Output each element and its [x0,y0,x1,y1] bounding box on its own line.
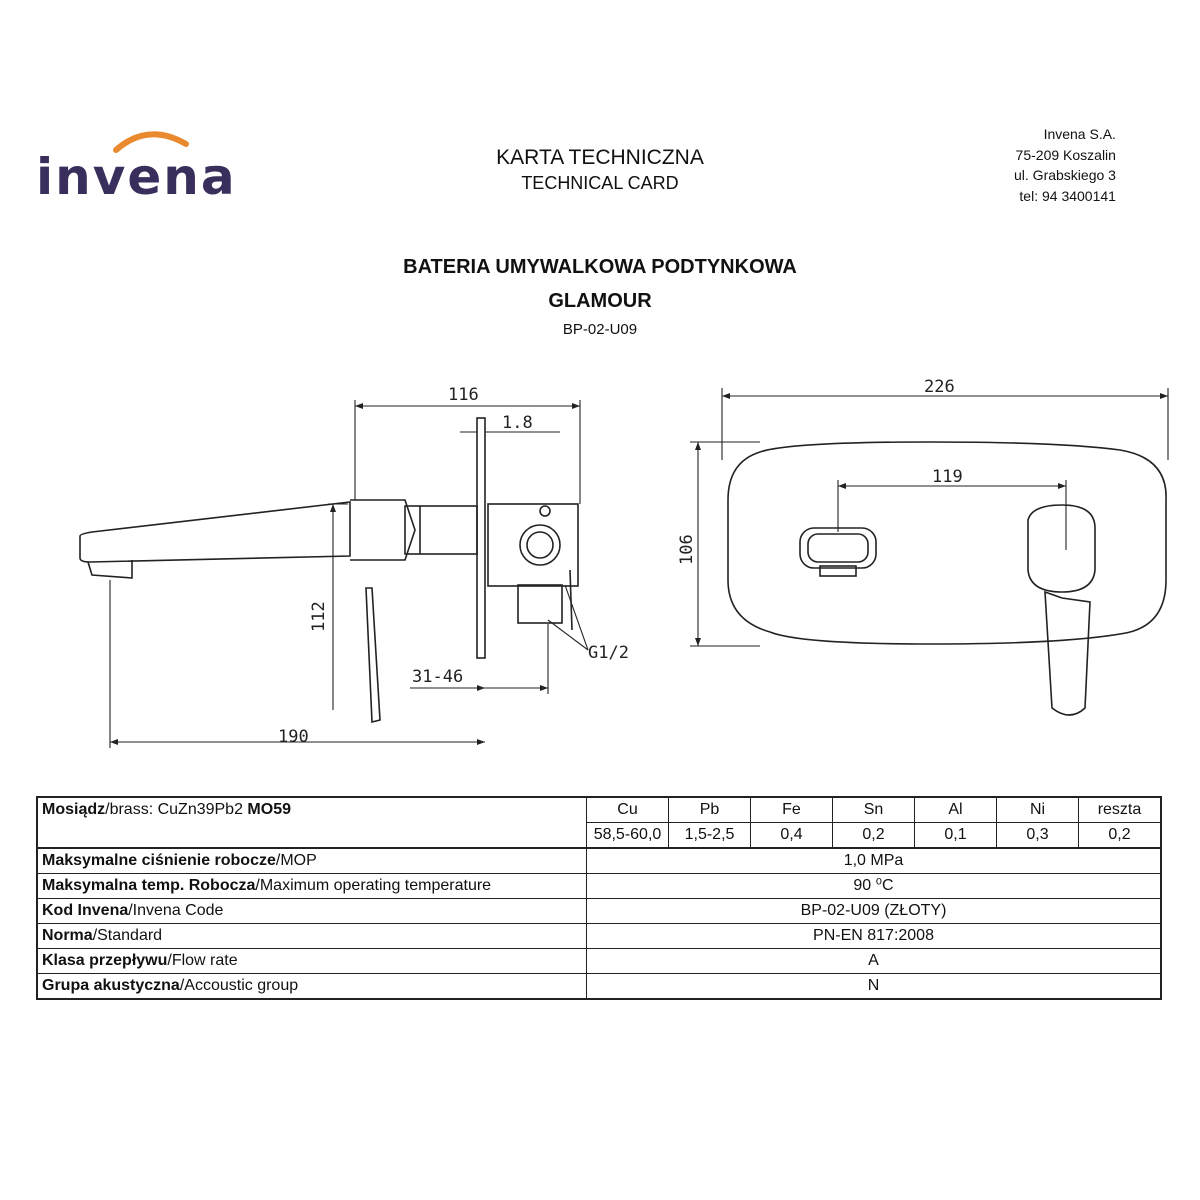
spec-row-mop [37,848,1161,874]
spec-row-acoustic [37,974,1161,1000]
spec-label [37,848,587,874]
spec-row-flow [37,949,1161,974]
spec-label [37,874,587,899]
front-view-dimensions [690,388,1168,646]
spec-row-standard [37,924,1161,949]
spec-label-rest: /Invena Code [128,902,224,919]
spec-value: A [587,949,1162,974]
spec-row-temperature [37,874,1161,899]
dim-119: 119 [932,467,963,487]
dim-106: 106 [677,534,697,565]
spec-label [37,949,587,974]
title-english: TECHNICAL CARD [521,173,679,193]
company-city: 75-209 Koszalin [1015,146,1116,163]
product-model: GLAMOUR [548,290,652,312]
spec-label-bold: Grupa akustyczna [42,977,180,994]
element-symbol: Sn [833,797,915,823]
element-value: 0,2 [833,823,915,849]
material-grade: MO59 [247,801,291,818]
invena-logo [36,122,236,206]
product-heading [300,256,900,340]
spec-label [37,974,587,1000]
element-value: 0,3 [997,823,1079,849]
logo-text: invena [36,148,237,206]
element-symbol: reszta [1079,797,1162,823]
material-label-rest: /brass: CuZn39Pb2 [105,801,248,818]
spec-value: N [587,974,1162,1000]
element-symbol: Al [915,797,997,823]
spec-label-rest: /Maximum operating temperature [255,877,492,894]
specification-table [36,796,1162,1000]
element-value: 0,1 [915,823,997,849]
product-name: BATERIA UMYWALKOWA PODTYNKOWA [403,256,797,278]
spec-label-bold: Norma [42,927,93,944]
spec-label [37,899,587,924]
material-label [37,797,587,848]
element-symbol: Cu [587,797,669,823]
dim-116: 116 [448,385,479,405]
spec-label-bold: Klasa przepływu [42,952,168,969]
company-street: ul. Grabskiego 3 [1014,167,1116,183]
technical-drawing [0,370,1200,770]
spec-value: 90 ⁰C [587,874,1162,899]
title-polish: KARTA TECHNICZNA [496,146,704,169]
side-view [80,418,578,722]
element-value: 0,2 [1079,823,1162,849]
spec-label [37,924,587,949]
product-code: BP-02-U09 [562,321,638,338]
spec-value: PN-EN 817:2008 [587,924,1162,949]
spec-label-rest: /Flow rate [167,952,238,969]
spec-label-bold: Maksymalne ciśnienie robocze [42,852,276,869]
spec-label-bold: Kod Invena [42,902,129,919]
spec-row-code [37,899,1161,924]
element-symbol: Fe [751,797,833,823]
dim-226: 226 [924,377,955,397]
company-name: Invena S.A. [1043,126,1116,142]
spec-value: BP-02-U09 (ZŁOTY) [587,899,1162,924]
element-symbol: Ni [997,797,1079,823]
dim-112: 112 [309,601,329,632]
spec-label-rest: /MOP [275,852,317,869]
material-row [37,797,1161,823]
spec-label-rest: /Standard [92,927,163,944]
company-phone: tel: 94 3400141 [1019,187,1116,204]
material-label-bold: Mosiądz [42,801,106,818]
spec-label-bold: Maksymalna temp. Robocza [42,877,256,894]
element-value: 58,5-60,0 [587,823,669,849]
card-title [400,145,800,195]
element-value: 1,5-2,5 [669,823,751,849]
company-address [1014,124,1116,206]
side-view-dimensions [110,400,588,748]
spec-value: 1,0 MPa [587,848,1162,874]
element-value: 0,4 [751,823,833,849]
dim-1-8: 1.8 [502,413,533,433]
dim-31-46: 31-46 [412,667,464,687]
dim-g1-2: G1/2 [588,643,629,663]
spec-label-rest: /Accoustic group [179,977,299,994]
element-symbol: Pb [669,797,751,823]
dim-190: 190 [278,727,309,747]
